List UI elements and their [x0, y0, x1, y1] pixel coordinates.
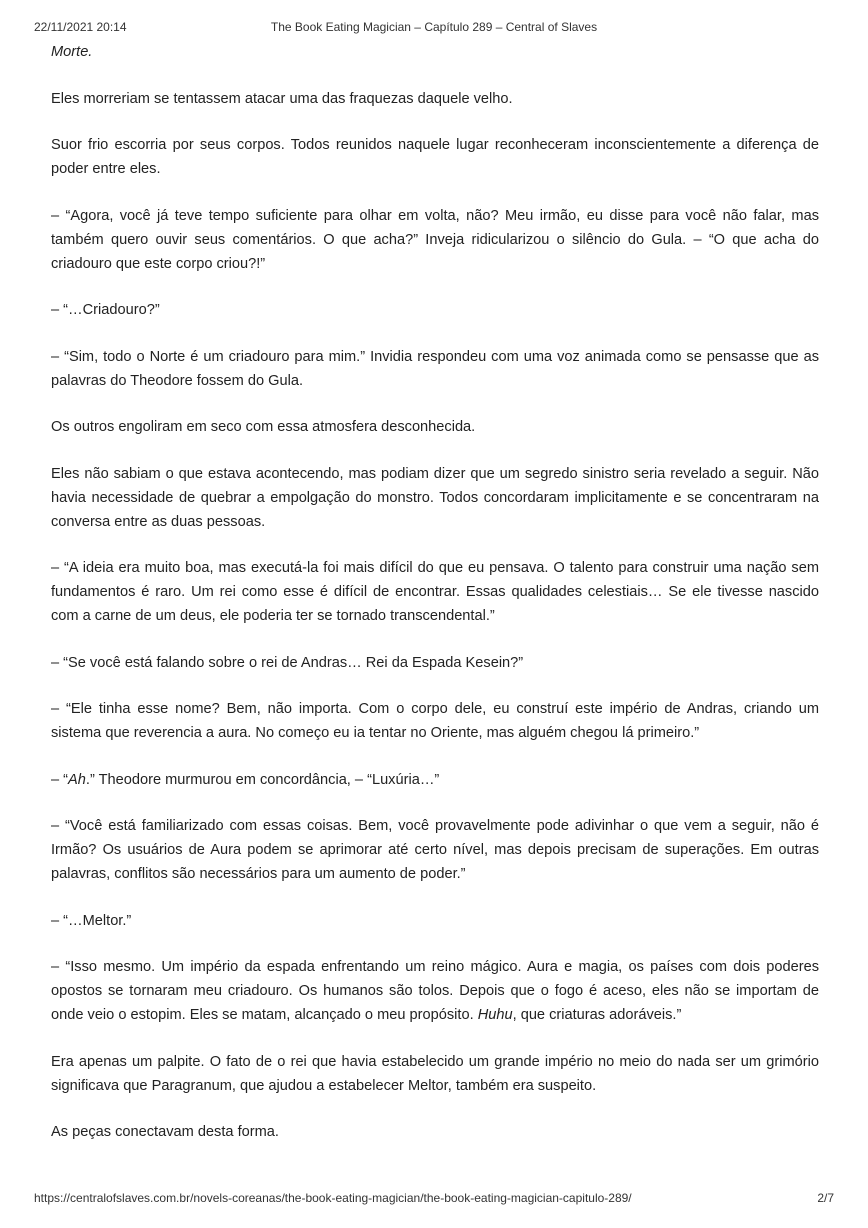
paragraph: Eles não sabiam o que estava acontecendo, mas podiam dizer que um segredo sinistro seria revelado a seguir. Não havia necessidade de quebrar a empolgação do monstro. Todos concordaram implicitamente e se concentraram na conversa entre as duas pessoas. — [51, 465, 819, 530]
print-source-url: https://centralofslaves.com.br/novels-coreanas/the-book-eating-magician/the-book-eating-magician-capitulo-289/ — [34, 1191, 632, 1205]
page-number: 2/7 — [817, 1191, 834, 1205]
paragraph: – “…Meltor.” — [51, 912, 132, 929]
paragraph: As peças conectavam desta forma. — [51, 1124, 279, 1140]
paragraph: Era apenas um palpite. O fato de o rei que havia estabelecido um grande império no meio do nada ser um grimório significava que Paragranum, que ajudou a estabelecer Meltor, também era suspeito. — [51, 1053, 819, 1094]
paragraph: – “…Criadouro?” — [51, 302, 160, 318]
print-page-title: The Book Eating Magician – Capítulo 289 – Central of Slaves — [270, 20, 598, 34]
paragraph: – “Ele tinha esse nome? Bem, não importa. Com o corpo dele, eu construí este império de Andras, criando um sistema que reverencia a aura. No começo eu ia tentar no Oriente, mas alguém chegou lá primeiro.” — [51, 701, 819, 741]
paragraph: Os outros engoliram em seco com essa atmosfera desconhecida. — [51, 419, 476, 435]
paragraph: Eles morreriam se tentassem atacar uma das fraquezas daquele velho. — [51, 90, 513, 107]
paragraph: – “Sim, todo o Norte é um criadouro para mim.” Invidia respondeu com uma voz animada como se pensasse que as palavras do Theodore fossem do Gula. — [51, 348, 819, 389]
paragraph: – “Ah.” Theodore murmurou em concordância, – “Luxúria…” — [51, 771, 440, 788]
print-datetime: 22/11/2021 20:14 — [34, 20, 127, 34]
paragraph: – “A ideia era muito boa, mas executá-la foi mais difícil do que eu pensava. O talento para construir uma nação sem fundamentos é raro. Um rei como esse é difícil de encontrar. Essas qualidades celestiais… Se ele tivesse nascido com a carne de um deus, ele poderia ter se tornado transcendental.” — [51, 560, 819, 624]
paragraph: – “Agora, você já teve tempo suficiente para olhar em volta, não? Meu irmão, eu disse para você não falar, mas também quero ouvir seus comentários. O que acha?” Inveja ridicularizou o silêncio do Gula. – “O que acha do criadouro que este corpo criou?!” — [51, 207, 819, 272]
paragraph: – “Isso mesmo. Um império da espada enfrentando um reino mágico. Aura e magia, os países com dois poderes opostos se tornaram meu criadouro. Os humanos são tolos. Depois que o fogo é aceso, eles não se importam de onde veio o estopim. Eles se matam, alcançado o meu propósito. Huhu, que criaturas adoráveis.” — [51, 959, 819, 1023]
paragraph: – “Se você está falando sobre o rei de Andras… Rei da Espada Kesein?” — [51, 654, 524, 671]
chapter-body — [51, 40, 819, 1167]
paragraph: Suor frio escorria por seus corpos. Todos reunidos naquele lugar reconheceram inconscientemente a diferença de poder entre eles. — [51, 137, 819, 177]
paragraph: – “Você está familiarizado com essas coisas. Bem, você provavelmente pode adivinhar o que vem a seguir, não é Irmão? Os usuários de Aura podem se aprimorar até certo nível, mas depois precisam de superações. Em outras palavras, conflitos são necessários para um aumento de poder.” — [51, 818, 819, 882]
paragraph: Morte. — [51, 44, 93, 60]
